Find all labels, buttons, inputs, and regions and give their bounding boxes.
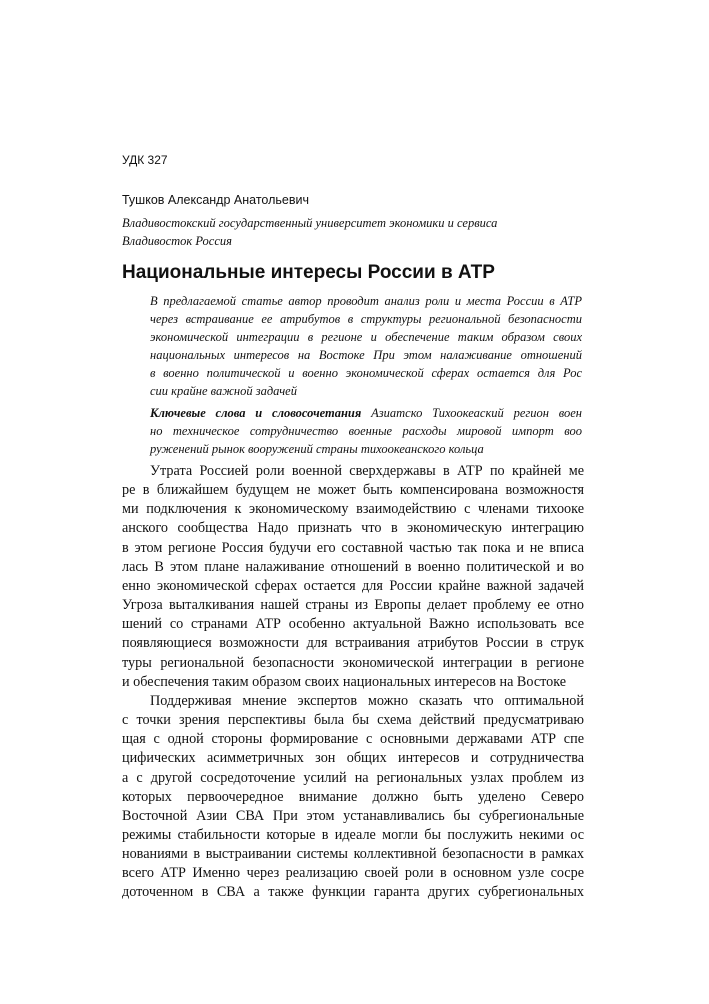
body-line: Восточной Азии СВА При этом устанавливались бы субрегиональные — [122, 807, 584, 824]
article-body — [122, 462, 584, 903]
keywords-label: Ключевые слова и словосочетания — [150, 406, 362, 420]
abstract-line: через встраивание ее атрибутов в структуры региональной безопасности — [150, 312, 582, 326]
body-line: Поддерживая мнение экспертов можно сказать что оптимальной — [150, 692, 584, 709]
body-line: лась В этом плане налаживание отношений в военно политической и во — [122, 558, 584, 575]
body-line: анского сообщества Надо признать что в экономическую интеграцию — [122, 520, 584, 537]
body-line: в этом регионе Россия будучи его составной частью так пока и не вписа — [122, 539, 584, 556]
body-line: всего АТР Именно через реализацию своей роли в основном узле сосре — [122, 865, 584, 882]
body-line: доточенном в СВА а также функции гаранта других субрегиональных — [122, 884, 584, 901]
keywords-line — [150, 404, 582, 422]
body-line: ми подключения к экономическому взаимодействию с членами тихооке — [122, 501, 584, 518]
body-line: режимы стабильности которые в идеале могли бы послужить некими ос — [122, 826, 584, 843]
keywords-first-text: Азиатско Тихоокеаский регион воен — [361, 406, 582, 420]
body-line: а с другой сосредоточение усилий на региональных узлах проблем из — [122, 769, 584, 786]
keywords-line: руженений рынок вооружений страны тихоокеанского кольца — [150, 442, 484, 456]
body-line: появляющиеся возможности для встраивания атрибутов России в струк — [122, 635, 584, 652]
abstract-line: сии крайне важной задачей — [150, 384, 297, 398]
body-line: енно экономической сферах остается для России крайне важной задачей — [122, 577, 584, 594]
abstract-line: экономической интеграции в регионе и обеспечение таким образом своих — [150, 330, 582, 344]
body-line: цифических асимметричных зон общих интересов и сотрудничества — [122, 750, 584, 767]
body-line: туры региональной безопасности экономической интеграции в регионе — [122, 654, 584, 671]
abstract-line: В предлагаемой статье автор проводит анализ роли и места России в АТР — [150, 294, 582, 308]
body-line: с точки зрения перспективы была бы схема действий предусматриваю — [122, 712, 584, 729]
body-line: щая с одной стороны формирование с основными державами АТР спе — [122, 731, 584, 748]
abstract-line: национальных интересов на Востоке При этом налаживание отношений — [150, 348, 582, 362]
abstract — [150, 292, 582, 400]
body-line: шений со странами АТР особенно актуальной Важно использовать все — [122, 616, 584, 633]
affiliation-city: Владивосток Россия — [122, 234, 232, 248]
body-line: ре в ближайшем будущем не может быть компенсирована возможностя — [122, 482, 584, 499]
body-line: Утрата Россией роли военной сверхдержавы в АТР по крайней ме — [150, 463, 584, 479]
keywords-line: но техническое сотрудничество военные расходы мировой импорт воо — [150, 424, 582, 438]
udk-code: УДК 327 — [122, 153, 168, 167]
abstract-line: в военно политической и военно экономической сферах остается для Рос — [150, 366, 582, 380]
article-title: Национальные интересы России в АТР — [122, 262, 495, 283]
body-line: Угроза выталкивания нашей страны из Европы делает проблему ее отно — [122, 597, 584, 614]
keywords — [150, 404, 582, 458]
body-line: которых первоочередное внимание должно быть уделено Северо — [122, 788, 584, 805]
affiliation — [122, 214, 497, 250]
author-name: Тушков Александр Анатольевич — [122, 193, 309, 207]
body-line: и обеспечения таким образом своих национальных интересов на Востоке — [122, 673, 567, 690]
affiliation-university: Владивостокский государственный университет экономики и сервиса — [122, 216, 498, 230]
body-line: нованиями в выстраивании системы коллективной безопасности в рамках — [122, 846, 584, 863]
